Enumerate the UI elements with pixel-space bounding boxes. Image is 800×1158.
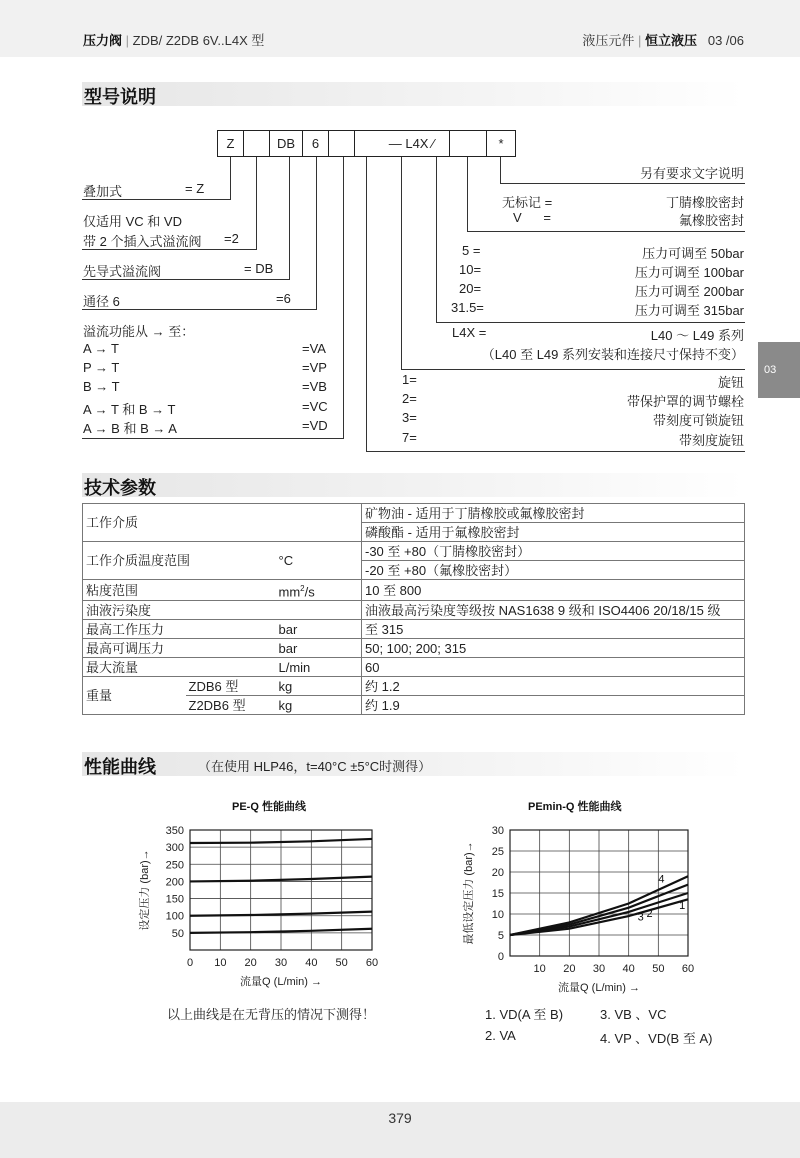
spec-label: 工作介质温度范围 <box>83 542 276 580</box>
unit-sup: 2 <box>300 584 305 593</box>
spec-label: 重量 <box>83 677 186 715</box>
spec-value: 约 1.9 <box>362 696 745 715</box>
option-code: 无标记 = <box>502 195 553 210</box>
table-row <box>83 542 745 561</box>
page-number: 379 <box>388 1110 412 1126</box>
header-model: ZDB/ Z2DB 6V..L4X 型 <box>132 33 265 48</box>
unit-tail: /s <box>304 584 315 600</box>
spec-sub-label: Z2DB6 型 <box>186 696 276 715</box>
table-row <box>83 504 745 523</box>
x-tick-label: 50 <box>652 963 665 975</box>
option-label: 带 2 个插入式溢流阀 <box>83 234 202 249</box>
y-tick-label: 150 <box>165 893 184 906</box>
option-desc: 氟橡胶密封 <box>678 213 744 228</box>
leader-line <box>500 157 501 184</box>
option-label: A → T 和 B → T <box>83 402 176 417</box>
option-code: 10= <box>459 262 482 277</box>
y-tick-label: 200 <box>165 876 184 889</box>
leader-line <box>401 369 745 370</box>
option-code: 31.5= <box>451 300 484 315</box>
y-tick-label: 15 <box>491 888 504 900</box>
spec-value: 约 1.2 <box>362 677 745 696</box>
x-tick-label: 10 <box>214 957 227 969</box>
spec-unit: L/min <box>276 658 362 677</box>
option-label: P → T <box>83 360 120 375</box>
leader-line <box>230 157 231 200</box>
spec-label: 最高工作压力 <box>83 620 276 639</box>
x-tick-label: 40 <box>622 963 635 975</box>
code-cell <box>243 130 270 157</box>
leader-line <box>467 157 468 232</box>
spec-unit <box>276 580 362 601</box>
option-label: A → B 和 B → A <box>83 421 177 436</box>
x-tick-label: 40 <box>305 957 318 969</box>
chart-pemin-q <box>460 815 710 995</box>
spec-unit: bar <box>276 620 362 639</box>
x-axis-label: 流量Q (L/min) → <box>240 976 322 988</box>
y-axis-label: 最低设定压力 (bar)→ <box>463 841 475 945</box>
option-code: =6 <box>276 291 291 306</box>
leader-line <box>82 438 344 439</box>
spec-value: -20 至 +80（氟橡胶密封） <box>362 561 745 580</box>
y-tick-label: 0 <box>497 951 504 963</box>
header-left: 压力阀 | ZDB/ Z2DB 6V..L4X 型 <box>83 33 265 48</box>
spec-sub-label: ZDB6 型 <box>186 677 276 696</box>
chart2-title: PEmin-Q 性能曲线 <box>528 801 622 813</box>
series-label: 4 <box>658 873 665 886</box>
series-label: 1 <box>679 899 686 912</box>
x-tick-label: 0 <box>186 957 194 969</box>
header-section: 03 /06 <box>707 33 744 48</box>
tech-section-title-bar <box>82 473 745 497</box>
y-tick-label: 50 <box>171 927 184 940</box>
header-product: 压力阀 <box>83 33 123 48</box>
table-row <box>83 639 745 658</box>
option-label: 通径 6 <box>83 294 120 309</box>
x-axis-label: 流量Q (L/min) → <box>558 982 640 994</box>
leader-line <box>366 451 745 452</box>
option-desc: 压力可调至 50bar <box>642 246 744 261</box>
spec-value: 油液最高污染度等级按 NAS1638 9 级和 ISO4406 20/18/15 级 <box>362 601 745 620</box>
table-row <box>83 601 745 620</box>
page-footer <box>0 1102 800 1158</box>
spec-label: 粘度范围 <box>83 580 276 601</box>
perf-section-subtitle: （在使用 HLP46，t=40°C ±5°C时测得） <box>198 759 432 774</box>
unit-base: mm <box>278 584 301 600</box>
option-code: 20= <box>459 281 482 296</box>
spec-label: 最大流量 <box>83 658 276 677</box>
y-tick-label: 300 <box>165 842 184 855</box>
x-tick-label: 60 <box>681 963 695 975</box>
spec-value: 矿物油 - 适用于丁腈橡胶或氟橡胶密封 <box>362 504 745 523</box>
option-code: = DB <box>244 261 274 276</box>
spec-unit: °C <box>276 542 362 580</box>
option-code: =2 <box>224 231 239 246</box>
code-cell <box>328 130 355 157</box>
leader-line <box>500 183 745 184</box>
tech-section-title: 技术参数 <box>84 478 156 498</box>
code-cell <box>449 130 487 157</box>
leader-line <box>467 231 745 232</box>
series-label: 2 <box>646 907 653 920</box>
option-label: 仅适用 VC 和 VD <box>83 214 182 229</box>
option-code: =VA <box>302 341 326 356</box>
option-desc: 旋钮 <box>717 375 744 390</box>
option-code: =VC <box>302 399 328 414</box>
page-header <box>0 0 800 57</box>
option-label: 溢流功能从 → 至： <box>83 324 195 339</box>
option-code: 7= <box>402 430 417 445</box>
perf-section-title-bar <box>82 752 745 776</box>
spec-value: 60 <box>362 658 745 677</box>
spec-label: 工作介质 <box>83 504 362 542</box>
legend-item: 3. VB 、VC <box>600 1007 667 1022</box>
spec-value: 50; 100; 200; 315 <box>362 639 745 658</box>
option-code: = Z <box>185 181 205 196</box>
option-code: 2= <box>402 391 417 406</box>
option-code: =VB <box>302 379 327 394</box>
y-tick-label: 20 <box>491 867 504 879</box>
option-code: 3= <box>402 410 417 425</box>
code-cell <box>354 130 374 157</box>
option-desc: 带刻度旋钮 <box>678 433 744 448</box>
y-axis-label: 设定压力 (bar)→ <box>139 849 151 931</box>
y-tick-label: 250 <box>165 859 184 872</box>
side-tab-label: 03 <box>764 364 777 376</box>
header-brand: 恒立液压 <box>644 33 697 48</box>
option-desc: 丁腈橡胶密封 <box>665 195 744 210</box>
legend-item: 1. VD(A 至 B) <box>485 1007 564 1022</box>
option-label: 先导式溢流阀 <box>83 264 162 279</box>
perf-section-title: 性能曲线 <box>84 757 156 777</box>
series-note: （L40 至 L49 系列安装和连接尺寸保持不变） <box>481 347 744 362</box>
code-cell-star: * <box>486 130 516 157</box>
y-tick-label: 10 <box>491 909 504 921</box>
option-desc: 带刻度可锁旋钮 <box>652 413 744 428</box>
leader-line <box>366 157 367 452</box>
table-row <box>83 658 745 677</box>
table-row <box>83 677 745 696</box>
x-tick-label: 20 <box>563 963 576 975</box>
x-tick-label: 60 <box>365 957 379 969</box>
leader-line <box>316 157 317 310</box>
option-label: A → T <box>83 341 119 356</box>
option-label: 叠加式 <box>83 184 123 199</box>
leader-line <box>289 157 290 280</box>
spec-value: 磷酸酯 - 适用于氟橡胶密封 <box>362 523 745 542</box>
spec-unit: bar <box>276 639 362 658</box>
spec-label: 油液污染度 <box>83 601 362 620</box>
option-label: B → T <box>83 379 120 394</box>
series-label: 3 <box>637 911 644 924</box>
option-code: 1= <box>402 372 417 387</box>
leader-line <box>343 157 344 439</box>
table-row <box>83 580 745 601</box>
option-desc: 压力可调至 200bar <box>634 284 744 299</box>
x-tick-label: 20 <box>244 957 257 969</box>
option-code: V = <box>513 210 551 225</box>
side-chapter-tab[interactable] <box>758 342 800 398</box>
x-tick-label: 50 <box>335 957 348 969</box>
series-code: L4X = <box>452 325 487 340</box>
option-desc: 带保护罩的调节螺栓 <box>626 394 744 409</box>
curve-note: 以上曲线是在无背压的情况下测得！ <box>167 1007 376 1022</box>
spec-value: 至 315 <box>362 620 745 639</box>
header-right: 液压元件 | 恒立液压 03 /06 <box>582 33 744 48</box>
leader-line <box>436 322 745 323</box>
header-category: 液压元件 <box>582 33 635 48</box>
spec-value: 10 至 800 <box>362 580 745 601</box>
model-section-title: 型号说明 <box>84 87 156 107</box>
option-code: =VP <box>302 360 327 375</box>
chart1-title: PE-Q 性能曲线 <box>232 801 306 813</box>
x-tick-label: 30 <box>592 963 606 975</box>
option-code: =VD <box>302 418 328 433</box>
spec-label: 最高可调压力 <box>83 639 276 658</box>
legend-item: 4. VP 、VD(B 至 A) <box>600 1031 713 1046</box>
spec-unit: kg <box>276 696 362 715</box>
code-cell: DB <box>269 130 303 157</box>
x-tick-label: 30 <box>274 957 288 969</box>
leader-line <box>436 157 437 323</box>
y-tick-label: 350 <box>165 825 184 837</box>
spec-unit: kg <box>276 677 362 696</box>
code-cell-series: — L4X ⁄ <box>374 130 450 157</box>
leader-line <box>256 157 257 250</box>
model-section-title-bar <box>82 82 745 106</box>
y-tick-label: 25 <box>491 846 504 858</box>
x-tick-label: 10 <box>533 963 546 975</box>
code-cell: 6 <box>302 130 329 157</box>
other-requirements: 另有要求文字说明 <box>639 166 744 181</box>
y-tick-label: 30 <box>491 825 504 837</box>
legend-item: 2. VA <box>485 1028 516 1043</box>
series-desc: L40 ～ L49 系列 <box>650 328 744 343</box>
spec-table <box>82 503 745 715</box>
chart-pe-q <box>130 815 390 995</box>
option-code: 5 = <box>462 243 481 258</box>
table-row <box>83 620 745 639</box>
code-cell: Z <box>217 130 244 157</box>
spec-value: -30 至 +80（丁腈橡胶密封） <box>362 542 745 561</box>
option-desc: 压力可调至 100bar <box>634 265 744 280</box>
option-desc: 压力可调至 315bar <box>634 303 744 318</box>
leader-line <box>401 157 402 370</box>
y-tick-label: 100 <box>165 910 184 923</box>
y-tick-label: 5 <box>497 930 504 942</box>
